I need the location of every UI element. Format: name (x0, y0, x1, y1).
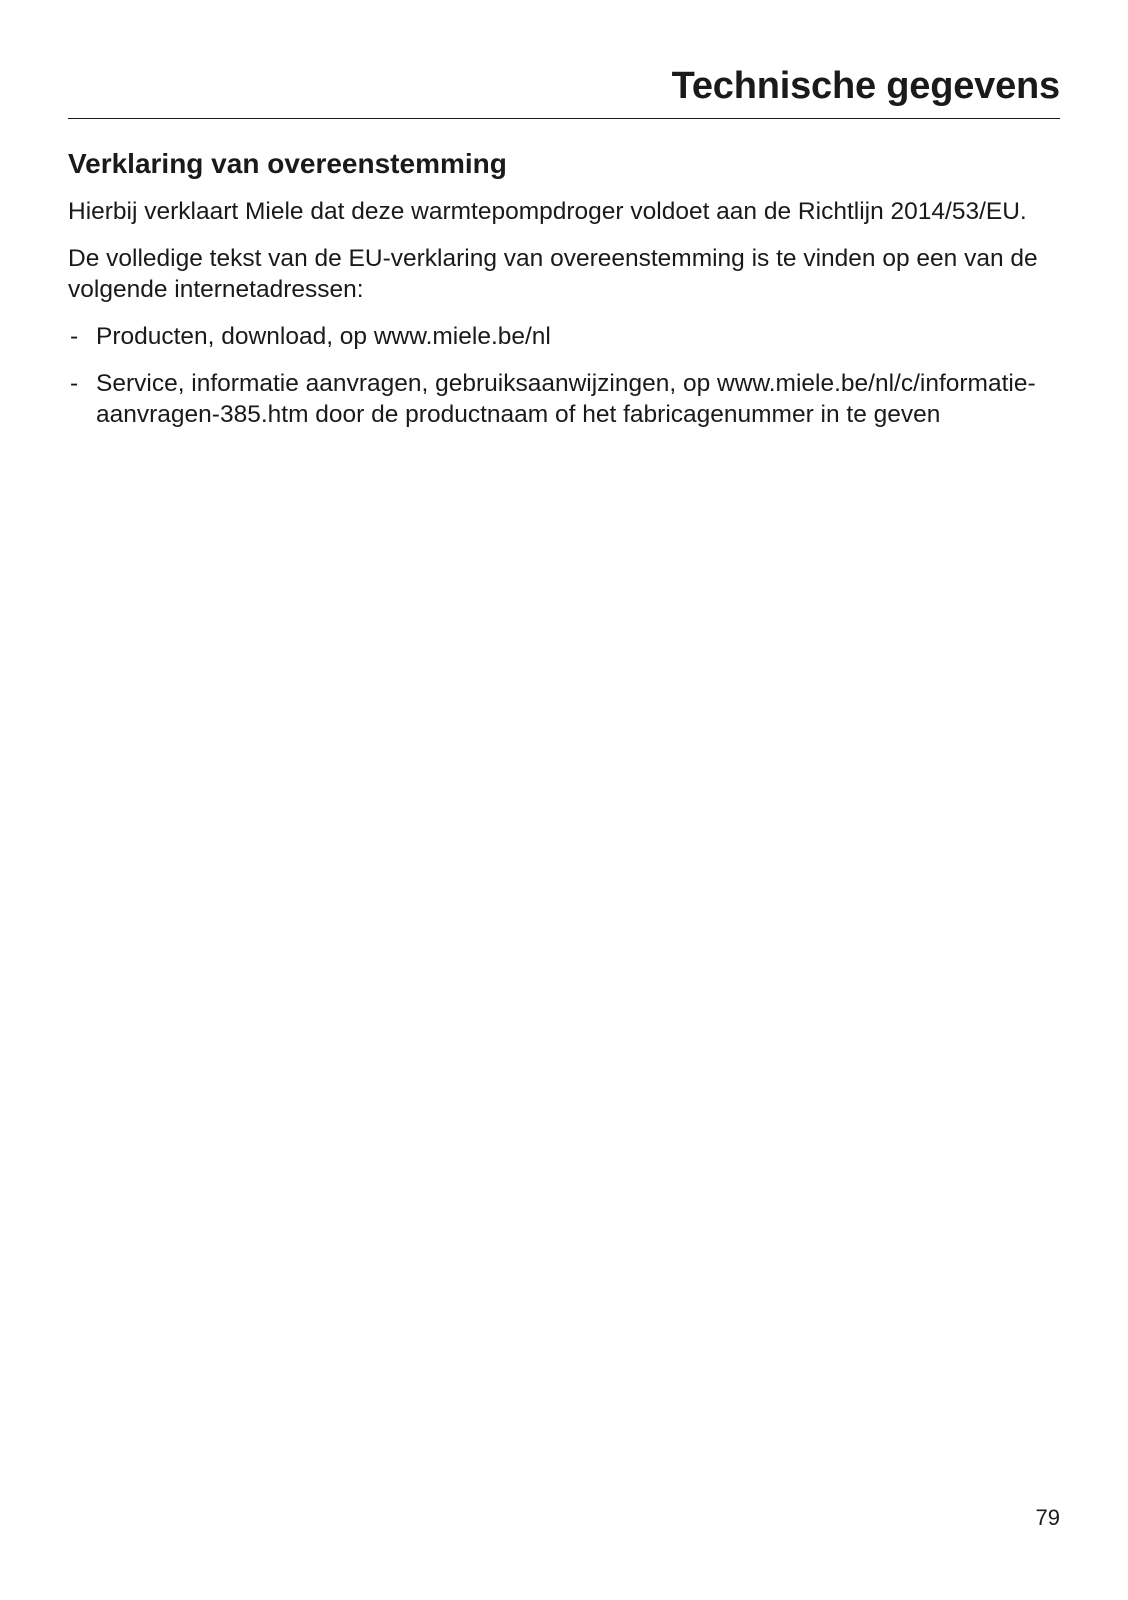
paragraph-declaration: Hierbij verklaart Miele dat deze warmtepompdroger voldoet aan de Richtlijn 2014/53/EU. (68, 198, 1027, 225)
address-list (68, 321, 1068, 430)
section-declaration-of-conformity (68, 146, 1068, 446)
section-heading: Verklaring van overeenstemming (68, 148, 507, 179)
page-header (68, 62, 1060, 119)
list-item-text: Producten, download, op www.miele.be/nl (96, 323, 551, 350)
list-item (68, 368, 1068, 430)
page-number: 79 (1035, 1505, 1060, 1530)
paragraph-full-text-location: De volledige tekst van de EU-verklaring van overeenstemming is te vinden op een van de volgende internetadressen: (68, 245, 1038, 303)
page-title: Technische gegevens (671, 65, 1060, 107)
list-item-text: Service, informatie aanvragen, gebruiksaanwijzingen, op www.miele.be/nl/c/informatie-aanvragen-385.htm door de productnaam of het fabricagenummer in te geven (96, 370, 1036, 428)
bullet-dash: - (70, 323, 79, 350)
list-item (68, 321, 1068, 352)
bullet-dash: - (70, 370, 79, 397)
